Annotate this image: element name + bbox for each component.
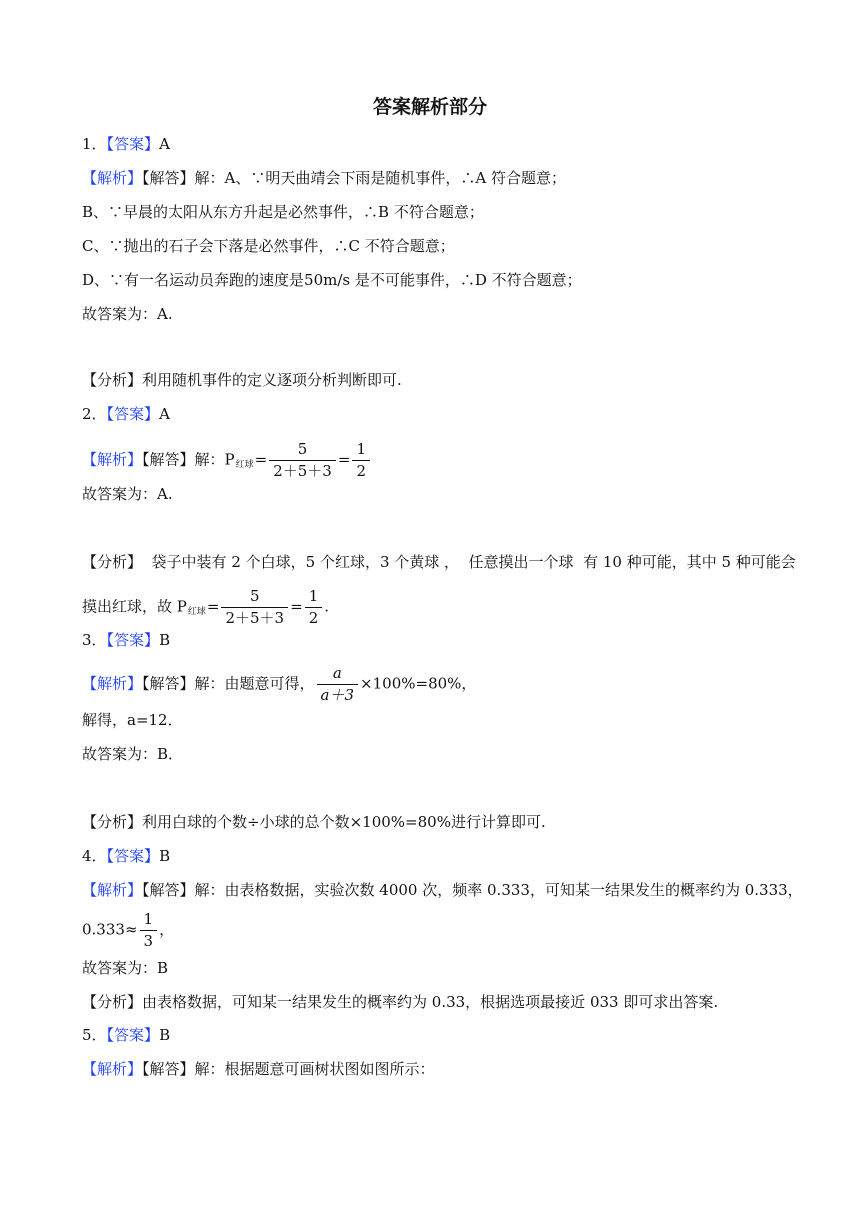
q2-reason-line-1 (82, 552, 820, 572)
q3-solution-line-2: 解得，a=12． (82, 711, 183, 729)
solution-tag: 【解答】 (142, 674, 195, 693)
q3-number: 3． (82, 631, 107, 649)
q5-answer-line (82, 1025, 820, 1045)
q1-conclusion: 故答案为：A. (82, 305, 173, 323)
answer-tag: 【答案】 (106, 847, 160, 865)
q3-fraction-denominator: a＋3 (317, 684, 359, 703)
q2-fraction (269, 442, 336, 479)
q2-reason-text-1: 袋子中装有 2 个白球，5 个红球，3 个黄球 ， 任意摸出一个球 有 10 种可能，其中 5 种可能会 (142, 553, 796, 571)
q2-reason-equals: = (206, 597, 220, 616)
q2-reason-fraction-denominator: 2＋5＋3 (221, 607, 288, 626)
q1-answer-line (82, 134, 820, 154)
q3-fraction (317, 666, 359, 703)
q3-answer-line (82, 630, 820, 650)
reason-tag: 【分析】 (82, 993, 143, 1011)
q3-solution-post: ×100%=80%， (360, 674, 477, 693)
page-title: 答案解析部分 (372, 96, 487, 118)
q3-conclusion: 故答案为：B． (82, 745, 184, 763)
analysis-tag: 【解析】 (82, 674, 143, 693)
q2-number: 2． (82, 405, 107, 423)
q2-reason-pre: 摸出红球，故 P (82, 597, 187, 616)
q4-reason-text: 由表格数据，可知某一结果发生的概率约为 0.33，根据选项最接近 033 即可求出答案. (142, 993, 719, 1011)
q2-fraction-denominator: 2＋5＋3 (269, 460, 336, 479)
q3-solution-line-1 (82, 666, 820, 703)
reason-tag: 【分析】 (82, 813, 143, 831)
q3-reason-text: 利用白球的个数÷小球的总个数×100%=80%进行计算即可. (142, 813, 546, 831)
reason-tag: 【分析】 (82, 553, 143, 571)
analysis-tag: 【解析】 (82, 1060, 143, 1078)
q2-subscript: 红球 (235, 459, 254, 470)
q2-reason-subscript: 红球 (187, 606, 206, 617)
q2-reason-result-fraction (305, 589, 323, 626)
answer-tag: 【答案】 (106, 135, 160, 153)
q2-reason-result-denominator: 2 (305, 607, 323, 626)
q3-solution-pre: 解：由题意可得， (194, 674, 315, 693)
q4-reason-line (82, 992, 820, 1012)
q4-answer: B (159, 847, 171, 865)
solution-tag: 【解答】 (142, 1060, 195, 1078)
analysis-tag: 【解析】 (82, 450, 143, 469)
q5-number: 5． (82, 1026, 107, 1044)
q1-solution-line-4: D、∵有一名运动员奔跑的速度是50m/s 是不可能事件，∴D 不符合题意； (82, 271, 582, 289)
q3-reason-line (82, 812, 820, 832)
solution-tag: 【解答】 (142, 881, 195, 899)
q1-solution-line-2: B、∵早晨的太阳从东方升起是必然事件，∴B 不符合题意； (82, 203, 484, 221)
q2-answer: A (159, 405, 170, 423)
answer-tag: 【答案】 (106, 1026, 160, 1044)
q5-solution-line-1 (82, 1059, 820, 1079)
q3-fraction-numerator: a (332, 664, 342, 682)
q1-answer: A (159, 135, 170, 153)
q1-solution-line-1 (82, 168, 820, 188)
analysis-tag: 【解析】 (82, 169, 143, 187)
q2-result-numerator: 1 (356, 440, 366, 458)
q2-reason-fraction (221, 589, 288, 626)
q2-reason-end: . (324, 597, 330, 616)
q2-solution-line-1 (82, 442, 820, 479)
answer-tag: 【答案】 (106, 631, 160, 649)
q5-solution-text-1: 解：根据题意可画树状图如图所示： (194, 1060, 435, 1078)
q2-fraction-numerator: 5 (297, 440, 308, 458)
q2-result-fraction (352, 442, 370, 479)
q4-solution-text-1: 解：由表格数据，实验次数 4000 次，频率 0.333，可知某一结果发生的概率约为 0.333， (194, 881, 803, 899)
reason-tag: 【分析】 (82, 371, 143, 389)
q2-reason-equals-2: = (290, 597, 303, 616)
q1-solution-text-1: 解：A、∵明天曲靖会下雨是随机事件，∴A 符合题意； (194, 169, 566, 187)
q4-fraction (140, 912, 158, 949)
q5-answer: B (159, 1026, 171, 1044)
answer-tag: 【答案】 (106, 405, 160, 423)
q2-conclusion: 故答案为：A. (82, 485, 173, 503)
q4-approx-pre: 0.333≈ (82, 920, 138, 939)
q2-solution-pre: 解：P (194, 450, 235, 469)
q4-fraction-numerator: 1 (143, 910, 154, 928)
q4-solution-line-2 (82, 912, 820, 949)
q2-reason-fraction-numerator: 5 (250, 587, 260, 605)
q1-reason-text: 利用随机事件的定义逐项分析判断即可. (142, 371, 402, 389)
q2-result-denominator: 2 (352, 460, 370, 479)
q4-fraction-denominator: 3 (140, 930, 158, 949)
solution-tag: 【解答】 (142, 450, 195, 469)
q2-answer-line (82, 404, 820, 424)
q4-number: 4． (82, 847, 107, 865)
q3-answer: B (159, 631, 171, 649)
q1-reason-line (82, 370, 820, 390)
q1-solution-line-3: C、∵抛出的石子会下落是必然事件，∴C 不符合题意； (82, 237, 455, 255)
q4-answer-line (82, 846, 820, 866)
solution-tag: 【解答】 (142, 169, 195, 187)
q2-equals: = (254, 450, 268, 469)
analysis-tag: 【解析】 (82, 881, 143, 899)
q2-equals-2: = (337, 450, 351, 469)
q2-reason-result-numerator: 1 (308, 587, 319, 605)
q1-number: 1． (82, 135, 107, 153)
q4-solution-line-1 (82, 880, 820, 900)
q4-approx-post: ， (159, 920, 175, 939)
q4-conclusion: 故答案为：B (82, 959, 169, 977)
q2-reason-line-2 (82, 589, 820, 626)
